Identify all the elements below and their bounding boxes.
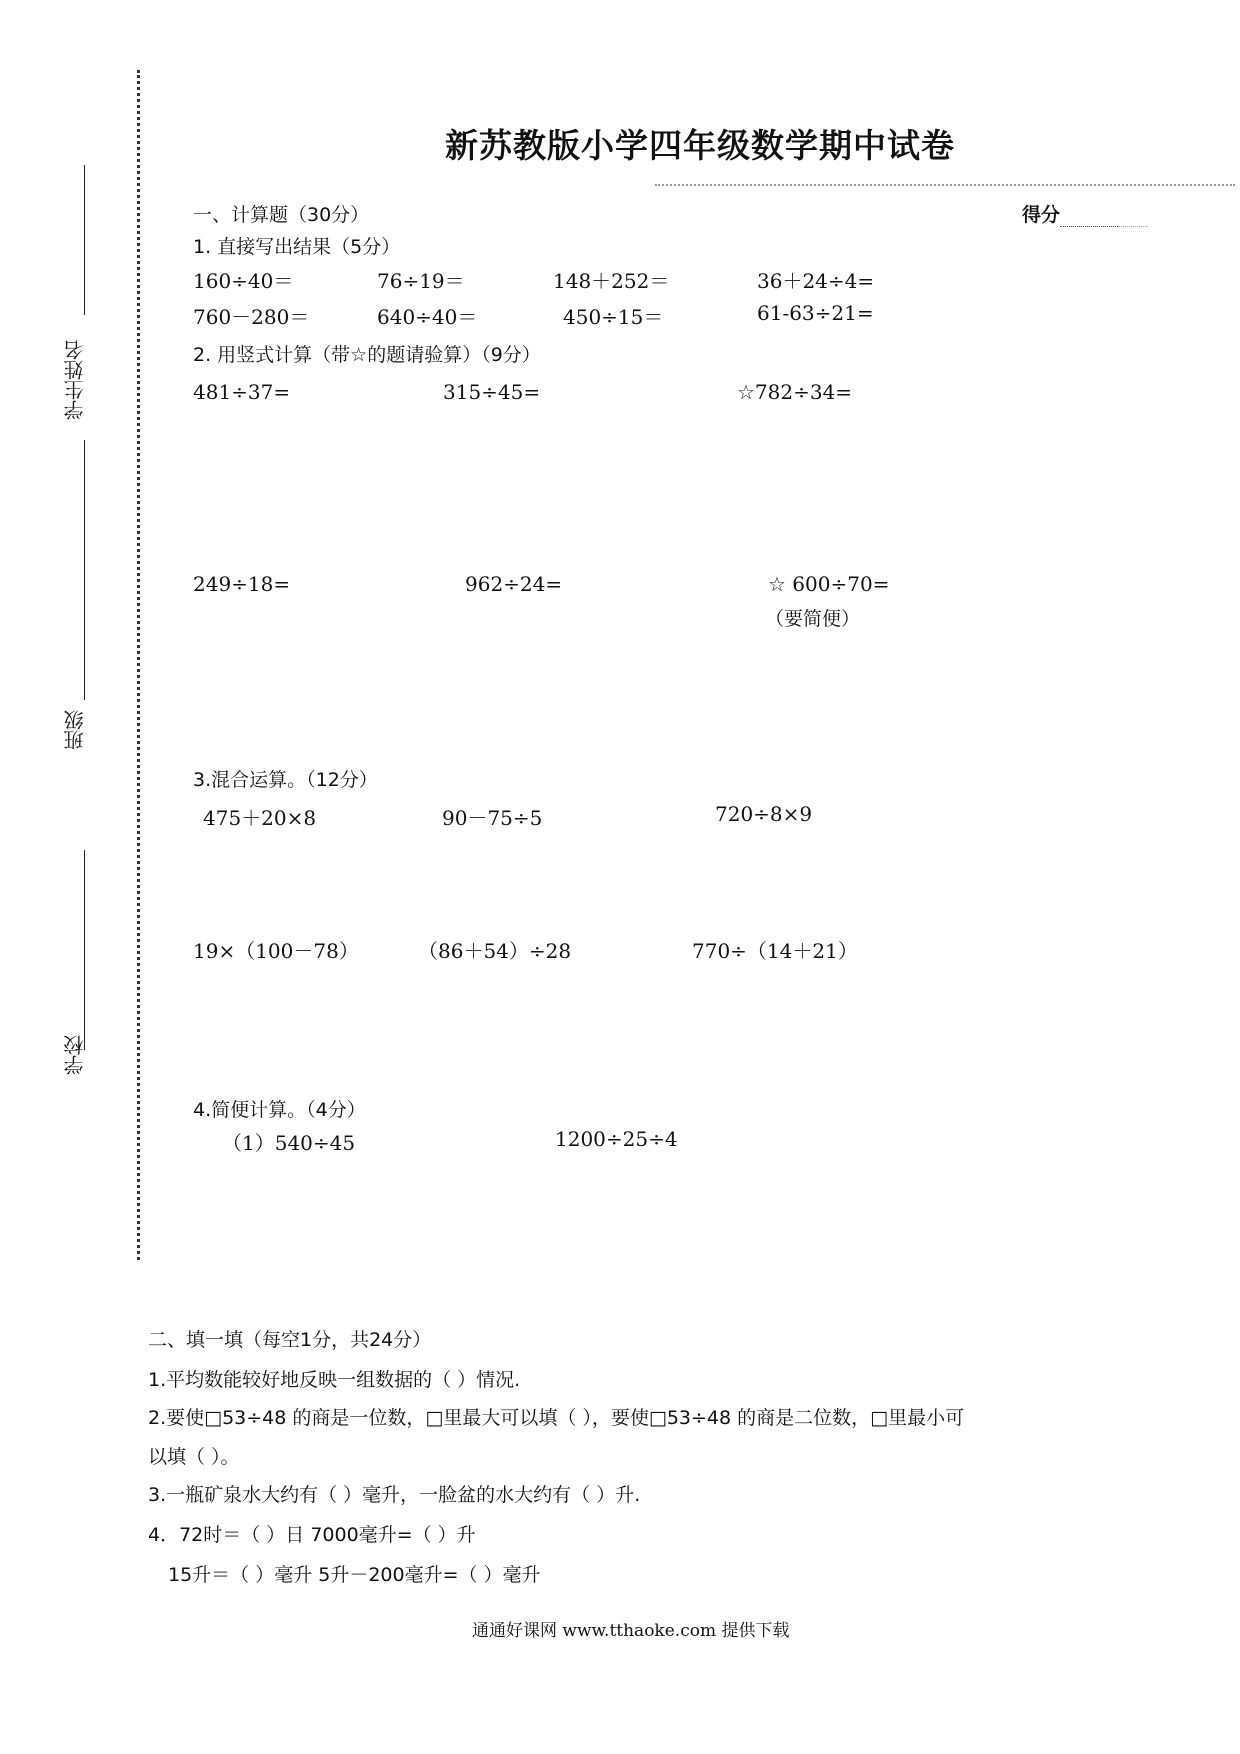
score-blank[interactable] xyxy=(1060,208,1118,227)
q3-item: 720÷8×9 xyxy=(715,802,813,826)
q1-item: 76÷19＝ xyxy=(377,269,465,293)
q1-item: 148＋252＝ xyxy=(553,269,670,293)
fill-line: 4．72时＝（ ）日 7000毫升=（ ）升 xyxy=(148,1524,476,1546)
fill-line: 15升＝（ ）毫升 5升－200毫升=（ ）毫升 xyxy=(168,1564,541,1586)
q1-item: 61-63÷21= xyxy=(757,301,874,325)
q2-note: （要简便） xyxy=(765,608,861,630)
header-dotted-line xyxy=(655,184,1235,186)
footer-credit: 通通好课网 www.tthaoke.com 提供下载 xyxy=(472,1621,790,1641)
margin-label-class: 班级 xyxy=(63,710,87,750)
q3-item: 19×（100－78） xyxy=(193,939,359,963)
q3-item: （86＋54）÷28 xyxy=(418,939,572,963)
score-label: 得分 xyxy=(1022,204,1061,226)
q2-item-starred: ☆782÷34= xyxy=(737,380,853,404)
q1-item: 36＋24÷4= xyxy=(757,269,875,293)
class-line xyxy=(84,850,85,1050)
q2-item-starred: ☆ 600÷70= xyxy=(768,572,890,596)
fill-line: 以填（ ）。 xyxy=(148,1446,240,1468)
section2-heading: 二、填一填（每空1分，共24分） xyxy=(148,1329,432,1351)
q1-item: 450÷15＝ xyxy=(563,305,664,329)
page-title: 新苏教版小学四年级数学期中试卷 xyxy=(445,126,955,165)
q1-heading: 1. 直接写出结果（5分） xyxy=(193,236,401,258)
binding-dotted-line xyxy=(137,70,140,1260)
fill-line: 2.要使□53÷48 的商是一位数，□里最大可以填（ ），要使□53÷48 的商是二位数，□里最小可 xyxy=(148,1407,965,1429)
q3-heading: 3.混合运算。（12分） xyxy=(193,769,378,791)
margin-label-name: 学生姓名 xyxy=(63,340,87,420)
q2-item: 315÷45= xyxy=(443,380,541,404)
q2-item: 249÷18= xyxy=(193,572,291,596)
q1-item: 760－280＝ xyxy=(193,305,310,329)
q4-heading: 4.简便计算。（4分） xyxy=(193,1099,366,1121)
name-line-upper xyxy=(84,165,85,315)
q2-item: 962÷24= xyxy=(465,572,563,596)
q3-item: 90－75÷5 xyxy=(442,806,543,830)
q3-item: 770÷（14＋21） xyxy=(692,939,858,963)
fill-line: 1.平均数能较好地反映一组数据的（ ）情况. xyxy=(148,1369,521,1391)
q1-item: 160÷40＝ xyxy=(193,269,294,293)
q4-item: 1200÷25÷4 xyxy=(555,1127,678,1151)
q2-heading: 2. 用竖式计算（带☆的题请验算）（9分） xyxy=(193,344,541,366)
fill-line: 3.一瓶矿泉水大约有（ ）毫升，一脸盆的水大约有（ ）升. xyxy=(148,1484,641,1506)
q2-item: 481÷37= xyxy=(193,380,291,404)
score-box xyxy=(1022,200,1148,227)
q3-item: 475＋20×8 xyxy=(203,806,317,830)
name-line-lower xyxy=(84,440,85,700)
q4-item: （1）540÷45 xyxy=(222,1131,356,1155)
section1-heading: 一、计算题（30分） xyxy=(193,204,370,226)
score-dots xyxy=(1118,208,1148,227)
margin-label-school: 学校 xyxy=(63,1035,87,1075)
q1-item: 640÷40＝ xyxy=(377,305,478,329)
